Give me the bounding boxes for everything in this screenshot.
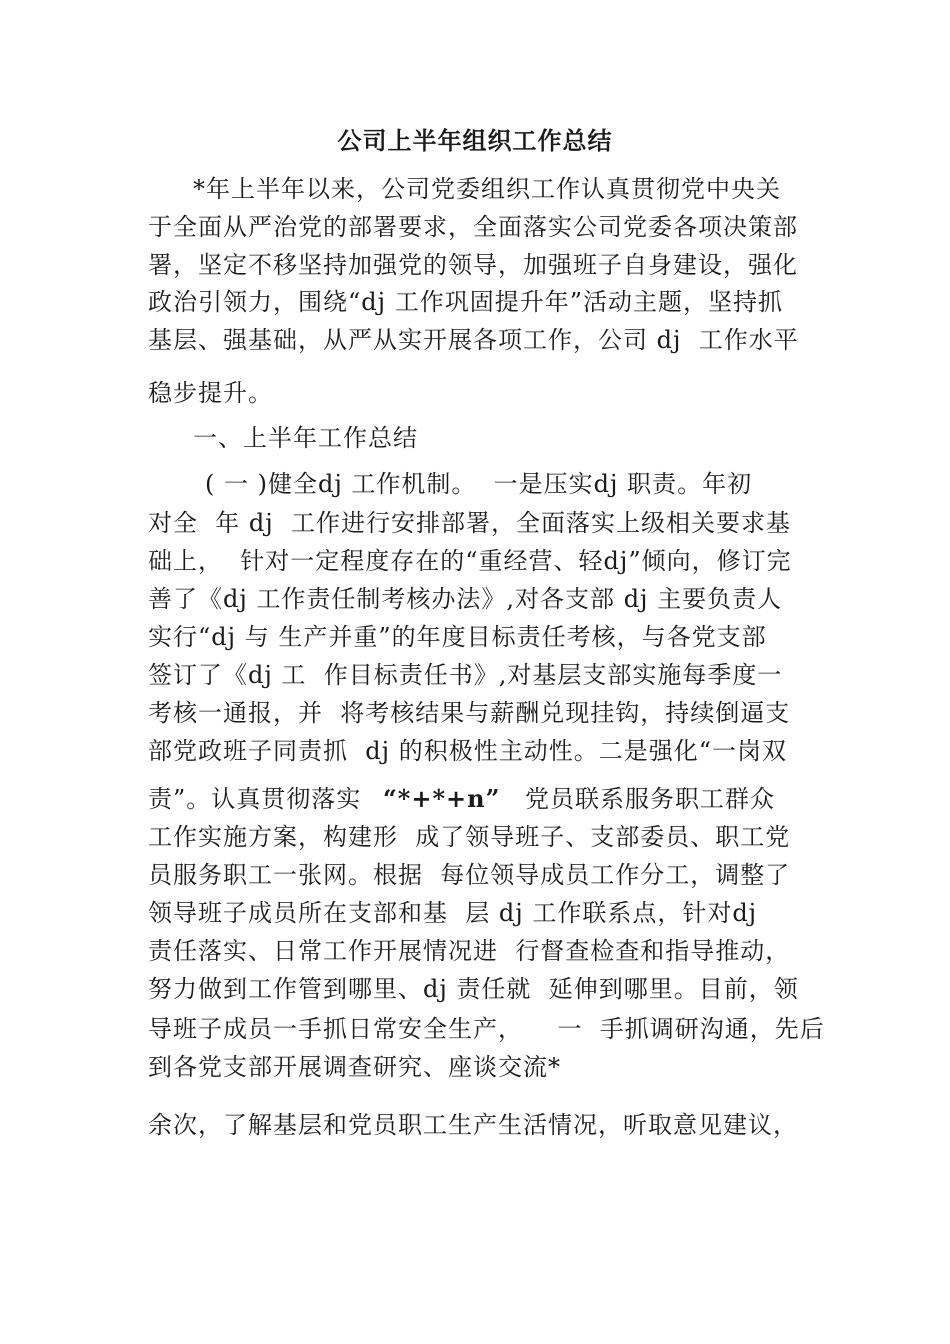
paragraph-line: 善了《dj 工作责任制考核办法》,对各支部 dj 主要负责人 — [148, 585, 783, 613]
paragraph-line: 领导班子成员所在支部和基 层 dj 工作联系点，针对dj — [148, 899, 758, 927]
paragraph-line: 对全 年 dj 工作进行安排部署，全面落实上级相关要求基 — [148, 509, 791, 537]
document-title: 公司上半年组织工作总结 — [337, 126, 613, 155]
paragraph-line: ( 一 )健全dj 工作机制。 一是压实dj 职责。年初 — [205, 470, 753, 498]
paragraph-line: 员服务职工一张网。根据 每位领导成员工作分工，调整了 — [148, 861, 791, 889]
paragraph-line: 余次，了解基层和党员职工生产生活情况，听取意见建议， — [148, 1111, 798, 1139]
paragraph-line: 于全面从严治党的部署要求，全面落实公司党委各项决策部 — [148, 213, 798, 241]
paragraph-line: 责任落实、日常工作开展情况进 行督查检查和指导推动， — [148, 937, 791, 965]
paragraph-line: 努力做到工作管到哪里、dj 责任就 延伸到哪里。目前，领 — [148, 975, 799, 1003]
paragraph-line: 稳步提升。 — [148, 379, 273, 407]
paragraph-line: 部党政班子同责抓 dj 的积极性主动性。二是强化“一岗双 — [148, 737, 787, 765]
paragraph-line: 础上， 针对一定程度存在的“重经营、轻dj”倾向，修订完 — [148, 547, 792, 575]
paragraph-line: 导班子成员一手抓日常安全生产， 一 手抓调研沟通，先后 — [148, 1015, 825, 1043]
paragraph-line: 基层、强基础，从严从实开展各项工作，公司 dj 工作水平 — [148, 326, 799, 354]
paragraph-line: 考核一通报，并 将考核结果与薪酬兑现挂钩，持续倒逼支 — [148, 699, 791, 727]
paragraph-line: 署，坚定不移坚持加强党的领导，加强班子自身建设，强化 — [148, 251, 798, 279]
paragraph-line: 责”。认真贯彻落实 — [148, 785, 362, 813]
policy-code-text: “*+*+n” — [383, 784, 501, 813]
paragraph-line: 工作实施方案，构建形 成了领导班子、支部委员、职工党 — [148, 823, 791, 851]
paragraph-line: 党员联系服务职工群众 — [525, 785, 775, 813]
paragraph-line: 政治引领力，围绕“dj 工作巩固提升年”活动主题，坚持抓 — [148, 288, 783, 316]
section-heading: 一、上半年工作总结 — [193, 424, 418, 452]
paragraph-line: *年上半年以来，公司党委组织工作认真贯彻党中央关 — [193, 175, 781, 203]
paragraph-line: 签订了《dj 工 作目标责任书》,对基层支部实施每季度一 — [148, 661, 783, 689]
paragraph-line: 到各党支部开展调查研究、座谈交流* — [148, 1053, 561, 1081]
paragraph-line: 实行“dj 与 生产并重”的年度目标责任考核，与各党支部 — [148, 623, 767, 651]
